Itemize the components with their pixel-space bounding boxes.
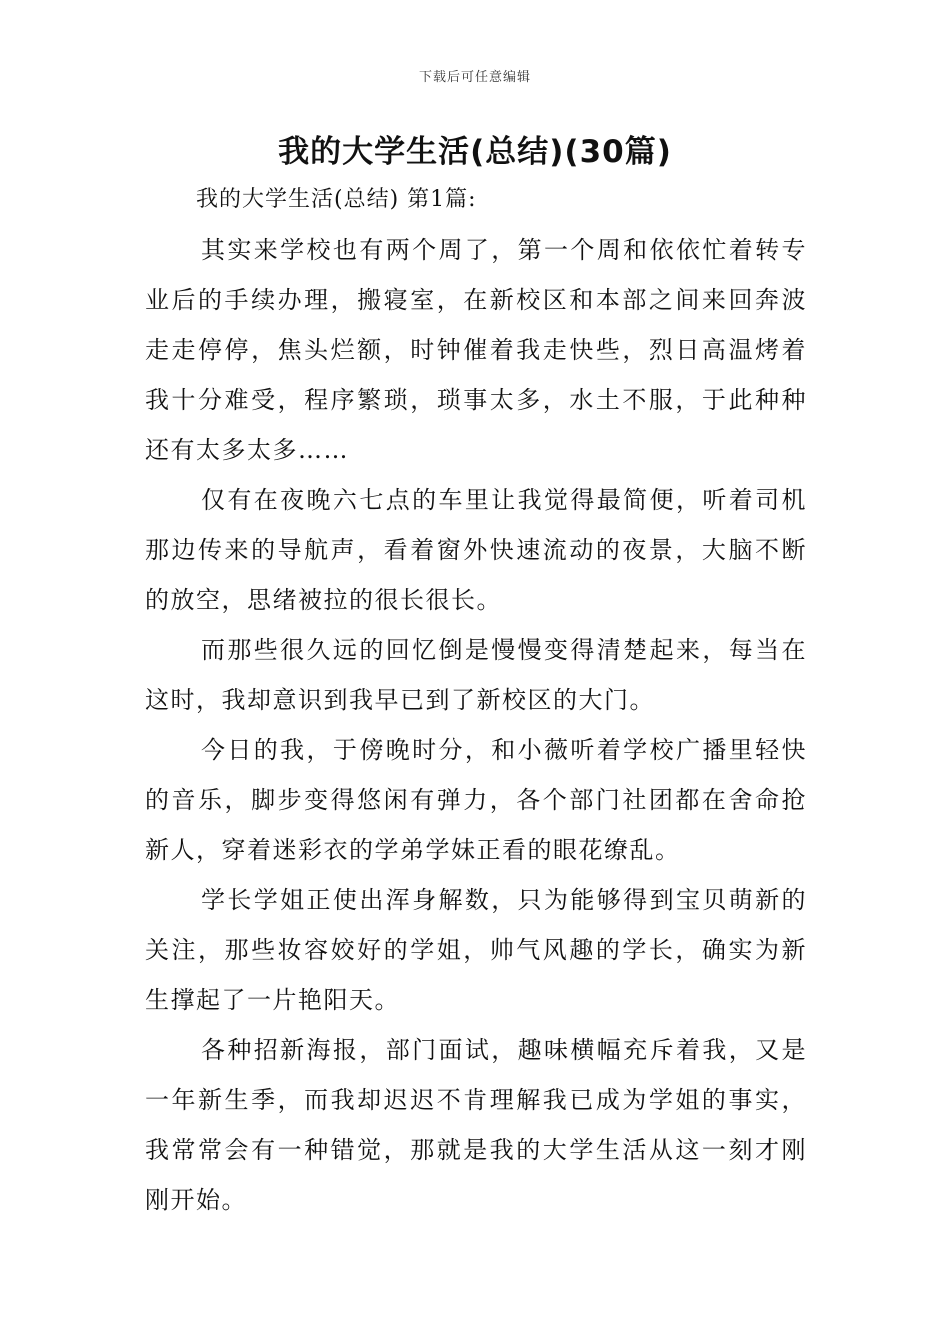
header-note: 下载后可任意编辑 xyxy=(418,70,531,85)
paragraph-5: 学长学姐正使出浑身解数，只为能够得到宝贝萌新的关注，那些妆容姣好的学姐，帅气风趣的学长，确实为新生撑起了一片艳阳天。 xyxy=(145,886,807,1014)
paragraph-1: 其实来学校也有两个周了，第一个周和依依忙着转专业后的手续办理，搬寝室，在新校区和本部之间来回奔波走走停停，焦头烂额，时钟催着我走快些，烈日高温烤着我十分难受，程序繁琐，琐事太多，水土不服，于此种种还有太多太多…… xyxy=(145,236,807,464)
document-title: 我的大学生活(总结)(30篇) xyxy=(278,134,672,170)
section-heading: 我的大学生活(总结) 第1篇: xyxy=(196,187,477,212)
paragraph-3: 而那些很久远的回忆倒是慢慢变得清楚起来，每当在这时，我却意识到我早已到了新校区的大门。 xyxy=(145,636,807,714)
paragraph-2: 仅有在夜晚六七点的车里让我觉得最简便，听着司机那边传来的导航声，看着窗外快速流动的夜景，大脑不断的放空，思绪被拉的很长很长。 xyxy=(145,486,807,614)
paragraph-6: 各种招新海报，部门面试，趣味横幅充斥着我，又是一年新生季，而我却迟迟不肯理解我已成为学姐的事实，我常常会有一种错觉，那就是我的大学生活从这一刻才刚刚开始。 xyxy=(145,1036,807,1214)
paragraph-4: 今日的我，于傍晚时分，和小薇听着学校广播里轻快的音乐，脚步变得悠闲有弹力，各个部门社团都在舍命抢新人，穿着迷彩衣的学弟学妹正看的眼花缭乱。 xyxy=(145,736,807,864)
body-text xyxy=(145,225,807,1225)
